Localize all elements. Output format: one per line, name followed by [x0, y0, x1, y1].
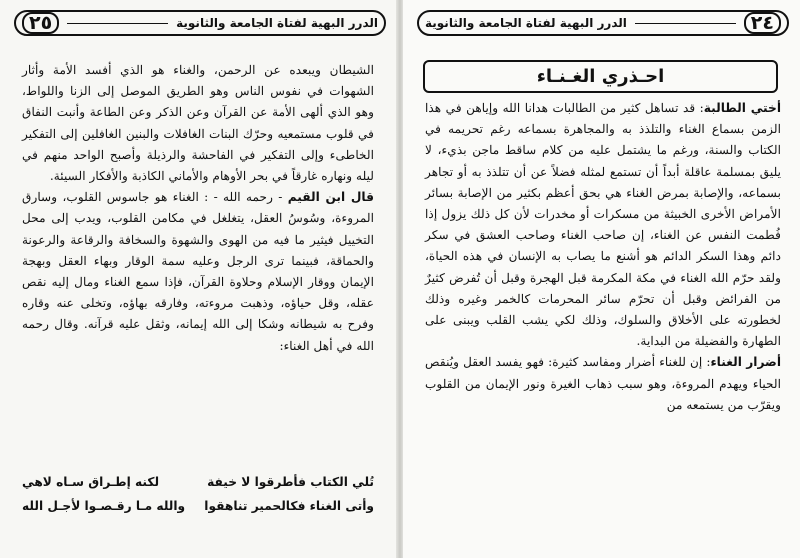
section-title: احـذري الغـنـاء [536, 66, 665, 87]
right-page [403, 0, 800, 558]
header-rule [635, 23, 736, 24]
verse-second-half: لكنه إطـراق سـاه لاهي [22, 475, 160, 489]
paragraph [22, 187, 374, 357]
poem-verse [22, 470, 374, 494]
header-rule [67, 23, 168, 24]
page-header [417, 10, 789, 36]
section-title-box [423, 60, 778, 93]
header-title: الدرر البهية لفتاة الجامعة والثانوية [176, 16, 378, 30]
page-header [14, 10, 386, 36]
header-title: الدرر البهية لفتاة الجامعة والثانوية [425, 16, 627, 30]
page-number: ٢٤ [744, 12, 781, 34]
paragraph [425, 352, 781, 416]
paragraph-text: : قد تساهل كثير من الطالبات هدانا الله وإياهن في هذا الزمن بسماع الغناء والتلذذ به والمجاهرة بسماعه رغم تحريمه في الكتاب والسنة، ورغم ما يشتمل عليه من كلام ساقط ماجن بذيء، لا يليق بمسلمة عاقلة أبداً أن تستمع لمثله فضلاً عن أن تتلذذ به أو تجاهر بسماعه، والإصابة بمرض الغناء هي بحق أعظم بكثير من الإصابة بسائر الأمراض الأخرى الخبيثة من مسكرات أو مخدرات لأن كل ذلك يزول إذا فُطمت النفس عن الغناء، إن صاحب الغناء وصاحب العشق في سكر دائم وهذا السكر الدائم هو أشنع ما يصاب به الإنسان في هذه الحياة، ولقد حرّم الله الغناء في مكة المكرمة قبل الهجرة وقبل أن تُفرض كثيرٌ من الفرائض وقبل أن تحرّم سائر المحرمات كالخمر وغيره وذلك لخطورته على الأخلاق والسلوك، وذلك لكي يشب القلب ويبنى على الطهارة والفضيلة من البداية. [425, 101, 781, 349]
body-text [22, 60, 374, 357]
poem [22, 470, 374, 518]
poem-verse [22, 494, 374, 518]
verse-first-half: تُلي الكتاب فأطرقوا لا خيفة [207, 475, 374, 489]
verse-first-half: وأتى الغناء فكالحمير تناهقوا [204, 499, 374, 513]
page-number: ٢٥ [22, 12, 59, 34]
paragraph-lead: قال ابن القيم [287, 190, 374, 205]
paragraph-text: : إن للغناء أضرار ومفاسد كثيرة: فهو يفسد العقل ويُنقص الحياء ويهدم المروءة، وهو سبب ذهاب الغيرة ونور الإيمان من القلوب ويقرّب من يستمعه من [425, 355, 781, 412]
paragraph-text: الشيطان ويبعده عن الرحمن، والغناء هو الذي أفسد الأمة وأثار الشهوات في نفوس الناس وهو الطريق الموصل إلى الزنا واللواط، وهو الذي ألهى الأمة عن القرآن وعن الذكر وعن الطاعة وأنبت النفاق في قلوب مستمعيه وحرّك البنات الغافلات والبنين الغافلين إلى التفكير الخاطىء وإلى التفكير في الفاحشة والرذيلة وأصبح الواحد منهم في ليله ونهاره غارقاً في بحر الأوهام والأماني الكاذبة والأفكار السيئة. [22, 63, 374, 184]
paragraph-text: - رحمه الله - : الغناء هو جاسوس القلوب، وسارق المروءة، وسُوسُ العقل، يتغلغل في مكامن القلوب، ويدب إلى محل التخييل فيثير ما فيه من الهوى والشهوة والسخافة والرقاعة والرعونة والحماقة، فبينما ترى الرجل وعليه سمة الوقار وبهاء العقل وبهجة الإيمان ووقار الإسلام وحلاوة القرآن، فإذا سمع الغناء ومال إليه نقص عقله، وقل حياؤه، وذهبت مروءته، وفارقه بهاؤه، وتخلى عنه وقاره وفرح به شيطانه وشكا إلى الله إيمانه، وثقل عليه قرآنه. وقال رحمه الله في أهل الغناء: [22, 190, 374, 353]
paragraph [22, 60, 374, 187]
paragraph-lead: أختي الطالبة [703, 101, 781, 115]
paragraph [425, 98, 781, 352]
left-page [0, 0, 397, 558]
paragraph-lead: أضرار الغناء [710, 355, 781, 370]
body-text [425, 98, 781, 416]
verse-second-half: والله مـا رقـصـوا لأجـل الله [22, 499, 186, 513]
